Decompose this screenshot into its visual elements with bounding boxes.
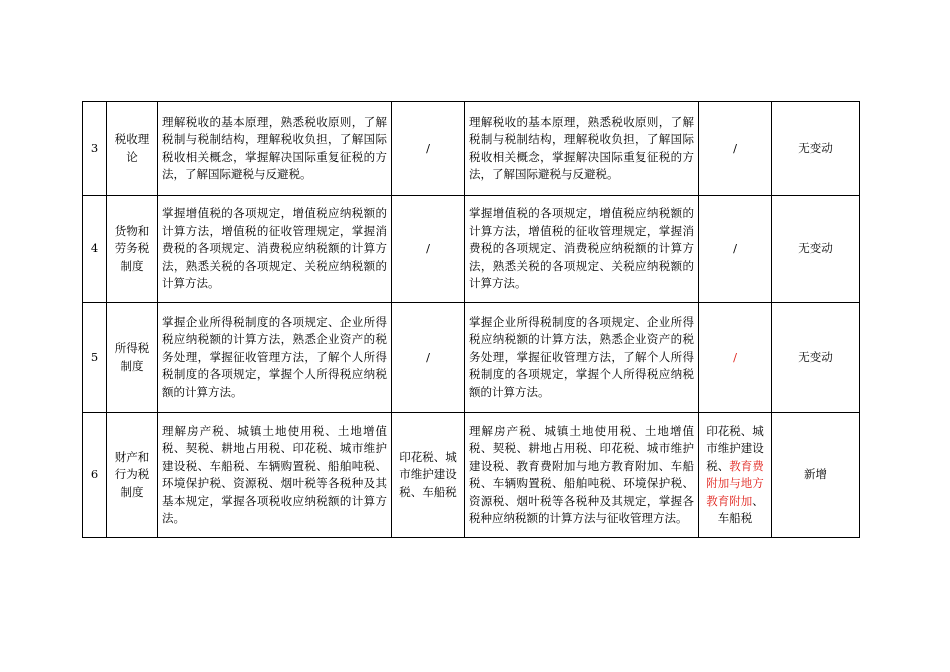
new-requirement: 掌握增值税的各项规定，增值税应纳税额的计算方法，增值税的征收管理规定，掌握消费税的各项规定、消费税应纳税额的计算方法，熟悉关税的各项规定、关税应纳税额的计算方法。 <box>465 196 699 303</box>
module-name: 财产和行为税制度 <box>107 413 158 538</box>
row-number: 3 <box>83 102 107 196</box>
module-name: 税收理论 <box>107 102 158 196</box>
old-taxes: 印花税、城市维护建设税、车船税 <box>392 413 465 538</box>
new-taxes: / <box>699 303 772 413</box>
new-requirement: 掌握企业所得税制度的各项规定、企业所得税应纳税额的计算方法，熟悉企业资产的税务处理，掌握征收管理方法，了解个人所得税制度的各项规定，掌握个人所得税应纳税额的计算方法。 <box>465 303 699 413</box>
table-row <box>83 102 860 196</box>
new-taxes-part: 、车船税 <box>717 493 764 525</box>
new-taxes-part: 印花税、城市维护建设税、 <box>706 423 764 473</box>
old-taxes: / <box>392 196 465 303</box>
change-note: 新增 <box>772 413 860 538</box>
old-requirement: 理解房产税、城镇土地使用税、土地增值税、契税、耕地占用税、印花税、城市维护建设税、车船税、车辆购置税、船舶吨税、环境保护税、资源税、烟叶税等各税种及其基本规定，掌握各项税收应纳税额的计算方法。 <box>158 413 392 538</box>
new-taxes: / <box>699 102 772 196</box>
module-name: 所得税制度 <box>107 303 158 413</box>
new-requirement: 理解税收的基本原理，熟悉税收原则，了解税制与税制结构，理解税收负担，了解国际税收相关概念，掌握解决国际重复征税的方法，了解国际避税与反避税。 <box>465 102 699 196</box>
new-taxes-added-highlight: 教育费附加与地方教育附加 <box>706 458 764 508</box>
change-note: 无变动 <box>772 196 860 303</box>
row-number: 6 <box>83 413 107 538</box>
table-row <box>83 413 860 538</box>
new-taxes <box>699 413 772 538</box>
old-taxes: / <box>392 303 465 413</box>
row-number: 5 <box>83 303 107 413</box>
change-note: 无变动 <box>772 303 860 413</box>
syllabus-comparison-table <box>82 101 860 538</box>
module-name: 货物和劳务税制度 <box>107 196 158 303</box>
change-note: 无变动 <box>772 102 860 196</box>
row-number: 4 <box>83 196 107 303</box>
old-requirement: 掌握企业所得税制度的各项规定、企业所得税应纳税额的计算方法，熟悉企业资产的税务处理，掌握征收管理方法，了解个人所得税制度的各项规定，掌握个人所得税应纳税额的计算方法。 <box>158 303 392 413</box>
table-row <box>83 303 860 413</box>
new-requirement: 理解房产税、城镇土地使用税、土地增值税、契税、耕地占用税、印花税、城市维护建设税、教育费附加与地方教育附加、车船税、车辆购置税、船舶吨税、环境保护税、资源税、烟叶税等各税种及其规定，掌握各税种应纳税额的计算方法与征收管理方法。 <box>465 413 699 538</box>
old-requirement: 理解税收的基本原理，熟悉税收原则，了解税制与税制结构，理解税收负担，了解国际税收相关概念，掌握解决国际重复征税的方法，了解国际避税与反避税。 <box>158 102 392 196</box>
new-taxes: / <box>699 196 772 303</box>
old-requirement: 掌握增值税的各项规定，增值税应纳税额的计算方法，增值税的征收管理规定，掌握消费税的各项规定、消费税应纳税额的计算方法，熟悉关税的各项规定、关税应纳税额的计算方法。 <box>158 196 392 303</box>
old-taxes: / <box>392 102 465 196</box>
table-row <box>83 196 860 303</box>
